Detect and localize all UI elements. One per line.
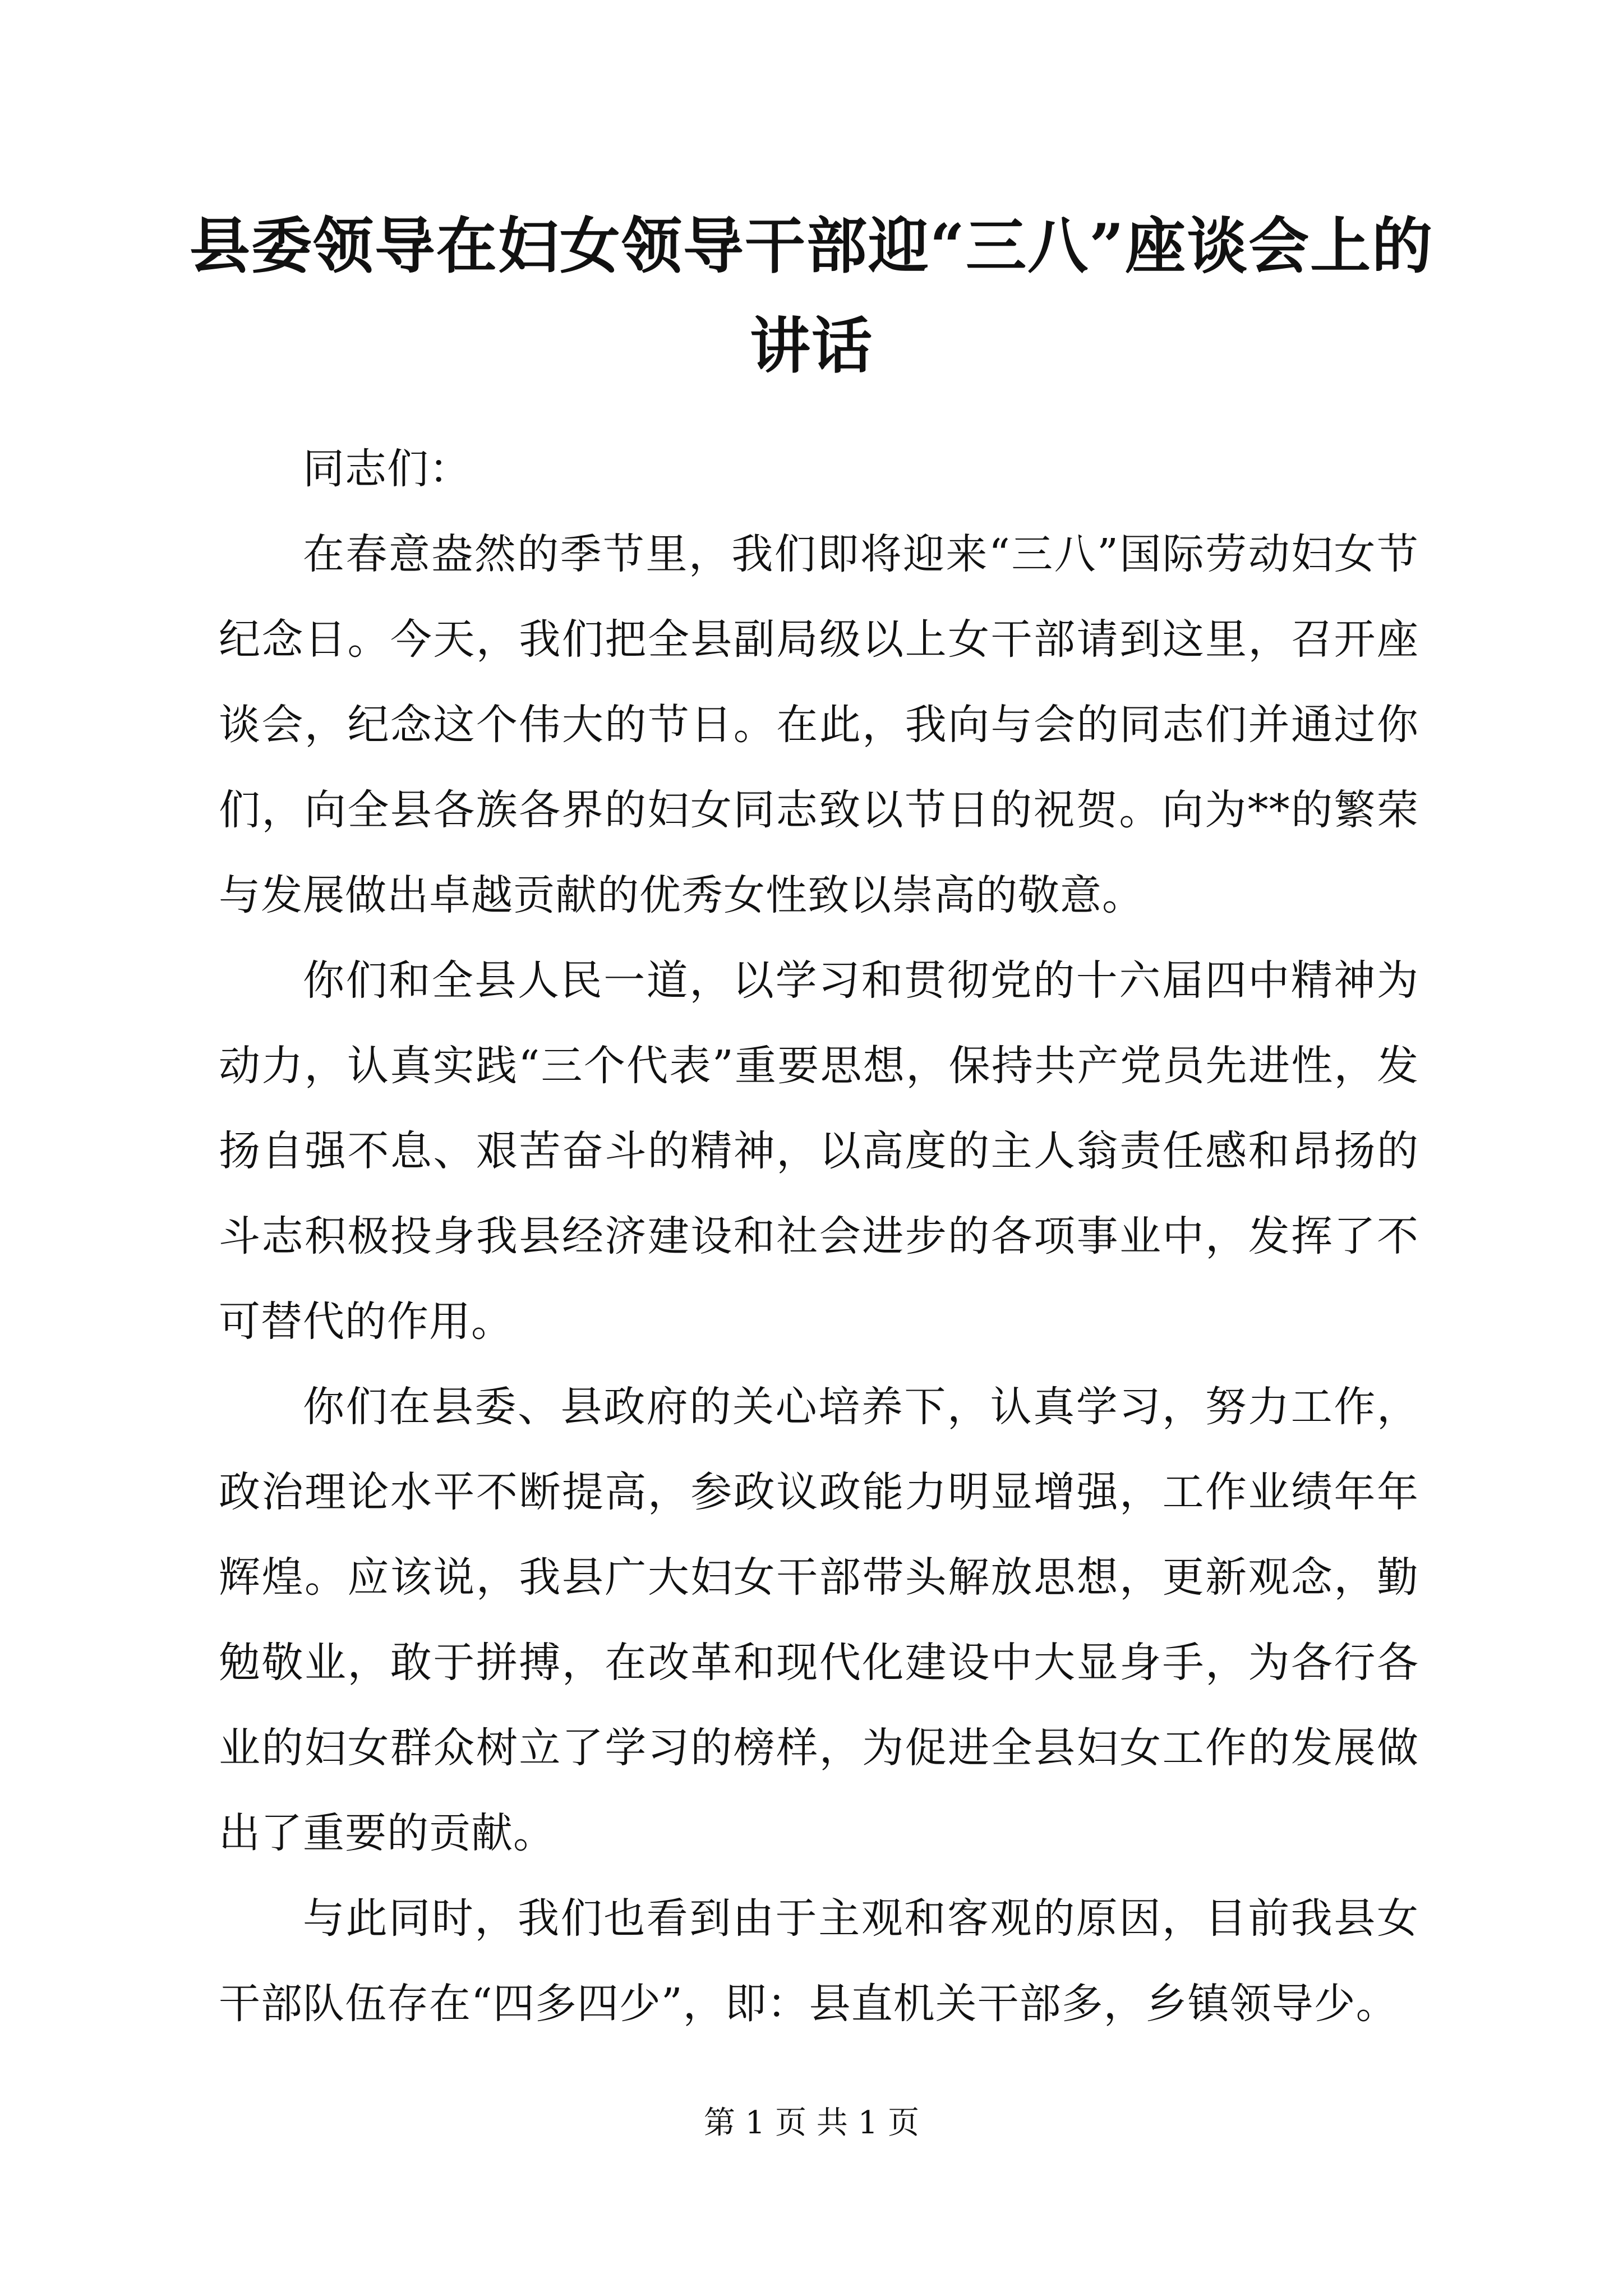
paragraph: 你们在县委、县政府的关心培养下，认真学习，努力工作，政治理论水平不断提高，参政议政能力明显增强，工作业绩年年辉煌。应该说，我县广大妇女干部带头解放思想，更新观念，勤勉敬业，敢于拼搏，在改革和现代化建设中大显身手，为各行各业的妇女群众树立了学习的榜样，为促进全县妇女工作的发展做出了重要的贡献。 <box>219 1383 1419 1857</box>
document-title: 县委领导在妇女领导干部迎“三八”座谈会上的讲话 <box>189 211 1434 381</box>
document-body <box>219 426 1419 2046</box>
paragraph: 与此同时，我们也看到由于主观和客观的原因，目前我县女干部队伍存在“四多四少”，即：县直机关干部多，乡镇领导少。 <box>219 1894 1419 2028</box>
paragraph: 在春意盎然的季节里，我们即将迎来“三八”国际劳动妇女节纪念日。今天，我们把全县副局级以上女干部请到这里，召开座谈会，纪念这个伟大的节日。在此，我向与会的同志们并通过你们，向全县各族各界的妇女同志致以节日的祝贺。向为**的繁荣与发展做出卓越贡献的优秀女性致以崇高的敬意。 <box>219 530 1419 919</box>
salutation: 同志们： <box>303 445 471 493</box>
paragraph: 你们和全县人民一道，以学习和贯彻党的十六届四中精神为动力，认真实践“三个代表”重要思想，保持共产党员先进性，发扬自强不息、艰苦奋斗的精神，以高度的主人翁责任感和昂扬的斗志积极投身我县经济建设和社会进步的各项事业中，发挥了不可替代的作用。 <box>219 956 1419 1346</box>
page-footer: 第 1 页 共 1 页 <box>703 2105 920 2141</box>
